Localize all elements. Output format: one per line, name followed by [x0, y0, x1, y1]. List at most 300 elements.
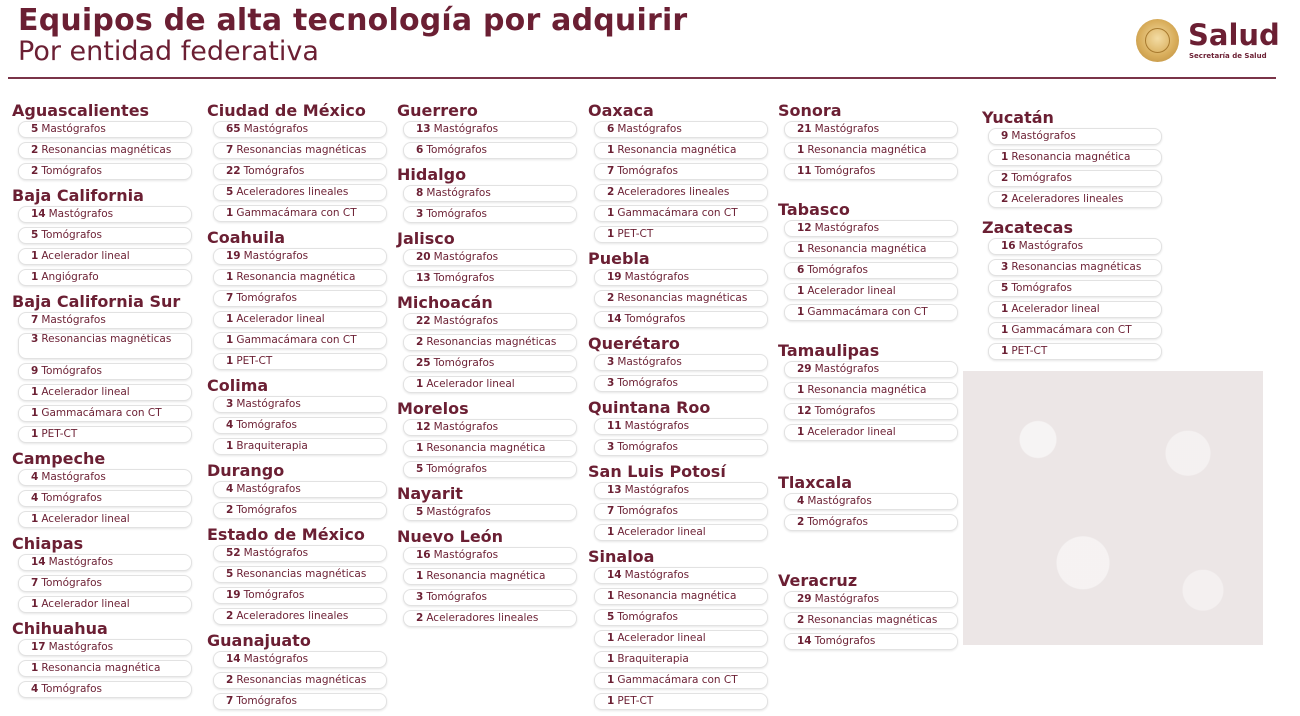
- equipment-label: Mastógrafos: [624, 484, 690, 496]
- equipment-count: 1: [226, 207, 234, 219]
- equipment-list: [588, 482, 768, 541]
- equipment-label: Acelerador lineal: [617, 632, 706, 644]
- equipment-count: 7: [31, 314, 39, 326]
- equipment-item: [988, 301, 1162, 318]
- state-block: [397, 484, 577, 521]
- equipment-label: Acelerador lineal: [426, 378, 515, 390]
- equipment-count: 1: [797, 243, 805, 255]
- equipment-count: 4: [226, 483, 234, 495]
- state-name: Tabasco: [778, 200, 850, 219]
- equipment-count: 3: [416, 208, 424, 220]
- equipment-list: [588, 269, 768, 328]
- equipment-item: [403, 547, 577, 564]
- equipment-count: 2: [226, 674, 234, 686]
- equipment-item: [988, 259, 1162, 276]
- state-block: [207, 376, 387, 455]
- equipment-list: [207, 651, 387, 710]
- equipment-count: 4: [31, 683, 39, 695]
- equipment-label: Tomógrafos: [814, 165, 876, 177]
- equipment-label: Tomógrafos: [41, 492, 103, 504]
- equipment-label: Tomógrafos: [433, 272, 495, 284]
- equipment-label: Gammacámara con CT: [236, 207, 357, 219]
- equipment-count: 6: [416, 144, 424, 156]
- equipment-label: Resonancia magnética: [807, 144, 927, 156]
- equipment-count: 2: [226, 504, 234, 516]
- state-name: Morelos: [397, 399, 469, 418]
- equipment-item: [213, 332, 387, 349]
- equipment-item: [988, 128, 1162, 145]
- equipment-count: 14: [31, 556, 46, 568]
- equipment-count: 21: [797, 123, 812, 135]
- equipment-label: Mastógrafos: [433, 421, 499, 433]
- state-name: Aguascalientes: [12, 101, 150, 120]
- equipment-list: [397, 419, 577, 478]
- equipment-item: [784, 424, 958, 441]
- equipment-count: 5: [607, 611, 615, 623]
- equipment-item: [594, 482, 768, 499]
- equipment-label: Acelerador lineal: [617, 526, 706, 538]
- equipment-item: [594, 503, 768, 520]
- equipment-count: 3: [607, 356, 615, 368]
- equipment-item: [594, 205, 768, 222]
- state-name: Tamaulipas: [778, 341, 880, 360]
- state-block: [778, 200, 958, 321]
- header: [18, 4, 687, 67]
- equipment-count: 14: [797, 635, 812, 647]
- equipment-label: Tomógrafos: [1011, 282, 1073, 294]
- equipment-count: 7: [607, 505, 615, 517]
- equipment-item: [213, 248, 387, 265]
- equipment-count: 19: [226, 589, 241, 601]
- equipment-count: 1: [226, 334, 234, 346]
- equipment-label: Tomógrafos: [426, 591, 488, 603]
- state-name: Sinaloa: [588, 547, 655, 566]
- equipment-count: 4: [797, 495, 805, 507]
- equipment-label: Braquiterapia: [236, 440, 308, 452]
- equipment-list: [778, 493, 958, 531]
- equipment-label: Tomógrafos: [426, 144, 488, 156]
- equipment-count: 5: [416, 463, 424, 475]
- equipment-item: [213, 290, 387, 307]
- equipment-list: [397, 504, 577, 521]
- equipment-item: [213, 353, 387, 370]
- state-name: Michoacán: [397, 293, 493, 312]
- equipment-count: 22: [416, 315, 431, 327]
- equipment-count: 2: [797, 614, 805, 626]
- equipment-list: [397, 121, 577, 159]
- equipment-label: Mastógrafos: [1011, 130, 1076, 142]
- state-block: [207, 525, 387, 625]
- equipment-item: [988, 322, 1162, 339]
- equipment-label: Acelerador lineal: [41, 598, 130, 610]
- equipment-label: Mastógrafos: [814, 222, 880, 234]
- equipment-item: [18, 660, 192, 677]
- equipment-label: Mastógrafos: [41, 123, 106, 135]
- equipment-label: Tomógrafos: [617, 377, 679, 389]
- equipment-list: [778, 591, 958, 650]
- equipment-item: [213, 438, 387, 455]
- equipment-label: Mastógrafos: [426, 506, 491, 518]
- column-2: [207, 101, 387, 716]
- equipment-label: Aceleradores lineales: [1011, 193, 1124, 205]
- equipment-count: 1: [31, 271, 39, 283]
- equipment-item: [594, 163, 768, 180]
- equipment-label: PET-CT: [617, 228, 654, 240]
- equipment-list: [12, 121, 192, 180]
- equipment-item: [784, 283, 958, 300]
- state-name: Puebla: [588, 249, 650, 268]
- equipment-label: Gammacámara con CT: [236, 334, 357, 346]
- equipment-label: Acelerador lineal: [1011, 303, 1100, 315]
- equipment-item: [988, 170, 1162, 187]
- equipment-count: 1: [607, 653, 615, 665]
- equipment-item: [213, 481, 387, 498]
- equipment-count: 11: [797, 165, 812, 177]
- equipment-label: Tomógrafos: [243, 165, 305, 177]
- equipment-list: [588, 354, 768, 392]
- equipment-list: [12, 469, 192, 528]
- equipment-count: 1: [797, 285, 805, 297]
- equipment-label: Aceleradores lineales: [426, 612, 539, 624]
- equipment-item: [18, 121, 192, 138]
- equipment-list: [588, 567, 768, 710]
- equipment-label: Resonancia magnética: [41, 662, 161, 674]
- equipment-count: 1: [607, 228, 615, 240]
- equipment-count: 12: [797, 222, 812, 234]
- equipment-label: Tomógrafos: [236, 695, 298, 707]
- equipment-label: Tomógrafos: [426, 208, 488, 220]
- equipment-count: 1: [1001, 151, 1009, 163]
- equipment-count: 1: [797, 384, 805, 396]
- equipment-item: [594, 693, 768, 710]
- equipment-list: [12, 312, 192, 443]
- equipment-label: Tomógrafos: [1011, 172, 1073, 184]
- equipment-count: 2: [1001, 172, 1009, 184]
- equipment-count: 2: [416, 336, 424, 348]
- equipment-count: 13: [607, 484, 622, 496]
- equipment-count: 1: [31, 598, 39, 610]
- equipment-label: Mastógrafos: [243, 250, 309, 262]
- equipment-list: [778, 220, 958, 321]
- equipment-item: [594, 121, 768, 138]
- state-name: Hidalgo: [397, 165, 467, 184]
- state-block: [12, 619, 192, 698]
- equipment-item: [594, 672, 768, 689]
- equipment-list: [588, 121, 768, 243]
- state-name: Nayarit: [397, 484, 463, 503]
- state-block: [397, 293, 577, 393]
- equipment-item: [403, 461, 577, 478]
- column-5: [778, 101, 958, 656]
- equipment-label: Acelerador lineal: [41, 513, 130, 525]
- header-divider: [8, 77, 1276, 79]
- state-block: [588, 398, 768, 456]
- equipment-label: Tomógrafos: [433, 357, 495, 369]
- equipment-item: [594, 609, 768, 626]
- state-name: Jalisco: [397, 229, 455, 248]
- equipment-item: [403, 270, 577, 287]
- equipment-label: Tomógrafos: [426, 463, 488, 475]
- state-name: Sonora: [778, 101, 842, 120]
- equipment-item: [18, 163, 192, 180]
- equipment-item: [403, 589, 577, 606]
- equipment-list: [397, 547, 577, 627]
- equipment-label: PET-CT: [1011, 345, 1048, 357]
- column-6: [982, 108, 1162, 366]
- equipment-label: Resonancia magnética: [426, 442, 546, 454]
- equipment-item: [403, 249, 577, 266]
- equipment-label: Resonancias magnéticas: [236, 674, 367, 686]
- equipment-count: 5: [31, 229, 39, 241]
- equipment-item: [403, 121, 577, 138]
- state-name: Veracruz: [778, 571, 858, 590]
- equipment-item: [594, 630, 768, 647]
- equipment-list: [207, 121, 387, 222]
- equipment-item: [403, 206, 577, 223]
- equipment-count: 13: [416, 123, 431, 135]
- equipment-label: Mastógrafos: [624, 420, 690, 432]
- equipment-label: Resonancia magnética: [236, 271, 356, 283]
- equipment-count: 2: [797, 516, 805, 528]
- salud-logo: [1136, 18, 1280, 64]
- equipment-item: [213, 184, 387, 201]
- equipment-count: 12: [416, 421, 431, 433]
- decorative-pattern: [963, 371, 1263, 645]
- equipment-label: Braquiterapia: [617, 653, 689, 665]
- equipment-list: [982, 128, 1162, 208]
- equipment-label: Tomógrafos: [236, 292, 298, 304]
- page-title: Equipos de alta tecnología por adquirir: [18, 3, 688, 38]
- equipment-list: [12, 554, 192, 613]
- equipment-item: [784, 142, 958, 159]
- equipment-item: [784, 361, 958, 378]
- equipment-item: [403, 440, 577, 457]
- equipment-item: [213, 651, 387, 668]
- state-block: [207, 631, 387, 710]
- equipment-count: 4: [31, 471, 39, 483]
- equipment-label: Gammacámara con CT: [617, 674, 738, 686]
- equipment-item: [403, 313, 577, 330]
- state-name: Yucatán: [982, 108, 1054, 127]
- state-name: Durango: [207, 461, 285, 480]
- column-4: [588, 101, 768, 716]
- equipment-item: [18, 490, 192, 507]
- equipment-item: [784, 220, 958, 237]
- state-block: [778, 473, 958, 531]
- equipment-list: [397, 249, 577, 287]
- equipment-label: PET-CT: [617, 695, 654, 707]
- equipment-label: Tomógrafos: [41, 165, 103, 177]
- state-block: [588, 462, 768, 541]
- equipment-item: [18, 681, 192, 698]
- state-block: [778, 341, 958, 441]
- equipment-item: [594, 311, 768, 328]
- equipment-count: 9: [31, 365, 39, 377]
- equipment-count: 1: [607, 590, 615, 602]
- equipment-label: Acelerador lineal: [236, 313, 325, 325]
- equipment-count: 7: [226, 292, 234, 304]
- equipment-count: 14: [31, 208, 46, 220]
- equipment-count: 17: [31, 641, 46, 653]
- equipment-label: Resonancia magnética: [617, 590, 737, 602]
- state-block: [207, 101, 387, 222]
- equipment-label: Tomógrafos: [617, 165, 679, 177]
- equipment-label: Resonancias magnéticas: [1011, 261, 1142, 273]
- equipment-label: Resonancia magnética: [426, 570, 546, 582]
- equipment-count: 52: [226, 547, 241, 559]
- equipment-label: Mastógrafos: [433, 123, 499, 135]
- equipment-item: [784, 612, 958, 629]
- equipment-label: Mastógrafos: [617, 123, 682, 135]
- state-block: [982, 108, 1162, 208]
- equipment-label: Tomógrafos: [41, 683, 103, 695]
- equipment-count: 5: [226, 186, 234, 198]
- equipment-item: [213, 545, 387, 562]
- equipment-item: [784, 403, 958, 420]
- equipment-count: 7: [31, 577, 39, 589]
- state-name: Guerrero: [397, 101, 478, 120]
- equipment-count: 3: [607, 377, 615, 389]
- equipment-list: [12, 206, 192, 286]
- state-name: Nuevo León: [397, 527, 504, 546]
- equipment-item: [18, 206, 192, 223]
- state-name: Campeche: [12, 449, 106, 468]
- equipment-item: [213, 502, 387, 519]
- state-name: Chihuahua: [12, 619, 108, 638]
- state-block: [397, 101, 577, 159]
- equipment-label: Acelerador lineal: [41, 250, 130, 262]
- equipment-count: 4: [226, 419, 234, 431]
- equipment-label: Tomógrafos: [617, 441, 679, 453]
- equipment-label: Tomógrafos: [617, 611, 679, 623]
- column-1: [12, 101, 192, 704]
- column-3: [397, 101, 577, 633]
- equipment-item: [18, 227, 192, 244]
- equipment-count: 12: [797, 405, 812, 417]
- equipment-count: 16: [416, 549, 431, 561]
- equipment-item: [213, 608, 387, 625]
- equipment-item: [213, 269, 387, 286]
- equipment-item: [18, 554, 192, 571]
- equipment-count: 2: [226, 610, 234, 622]
- equipment-count: 1: [607, 674, 615, 686]
- equipment-item: [403, 355, 577, 372]
- equipment-label: Mastógrafos: [426, 187, 491, 199]
- equipment-item: [594, 567, 768, 584]
- state-block: [778, 571, 958, 650]
- equipment-count: 3: [226, 398, 234, 410]
- equipment-label: Acelerador lineal: [807, 285, 896, 297]
- equipment-count: 6: [797, 264, 805, 276]
- equipment-item: [784, 121, 958, 138]
- equipment-count: 1: [1001, 345, 1009, 357]
- equipment-count: 5: [1001, 282, 1009, 294]
- equipment-count: 14: [226, 653, 241, 665]
- equipment-count: 6: [607, 123, 615, 135]
- equipment-label: Gammacámara con CT: [617, 207, 738, 219]
- equipment-label: Resonancia magnética: [807, 243, 927, 255]
- state-name: Tlaxcala: [778, 473, 853, 492]
- equipment-label: Mastógrafos: [236, 398, 301, 410]
- equipment-item: [594, 588, 768, 605]
- equipment-item: [18, 142, 192, 159]
- equipment-item: [784, 262, 958, 279]
- equipment-item: [784, 493, 958, 510]
- equipment-item: [594, 269, 768, 286]
- equipment-count: 1: [797, 306, 805, 318]
- state-block: [207, 461, 387, 519]
- equipment-label: Resonancias magnéticas: [236, 144, 367, 156]
- state-block: [397, 165, 577, 223]
- equipment-label: Tomógrafos: [624, 313, 686, 325]
- equipment-item: [594, 418, 768, 435]
- equipment-label: Resonancia magnética: [807, 384, 927, 396]
- equipment-label: Gammacámara con CT: [807, 306, 928, 318]
- state-name: Guanajuato: [207, 631, 311, 650]
- equipment-item: [403, 142, 577, 159]
- equipment-label: Tomógrafos: [814, 635, 876, 647]
- equipment-label: Mastógrafos: [236, 483, 301, 495]
- equipment-label: Mastógrafos: [1018, 240, 1084, 252]
- equipment-item: [594, 226, 768, 243]
- equipment-count: 1: [226, 440, 234, 452]
- equipment-label: Tomógrafos: [41, 577, 103, 589]
- equipment-label: Angiógrafo: [41, 271, 99, 283]
- equipment-item: [213, 121, 387, 138]
- equipment-item: [213, 396, 387, 413]
- equipment-count: 7: [226, 695, 234, 707]
- equipment-item: [213, 693, 387, 710]
- equipment-item: [403, 334, 577, 351]
- equipment-count: 2: [31, 165, 39, 177]
- equipment-label: Resonancias magnéticas: [426, 336, 557, 348]
- equipment-label: Mastógrafos: [624, 569, 690, 581]
- equipment-label: Mastógrafos: [243, 123, 309, 135]
- equipment-label: Mastógrafos: [433, 315, 499, 327]
- equipment-item: [18, 426, 192, 443]
- equipment-item: [18, 511, 192, 528]
- equipment-item: [594, 524, 768, 541]
- equipment-label: Tomógrafos: [807, 264, 869, 276]
- equipment-item: [18, 405, 192, 422]
- equipment-label: Mastógrafos: [48, 208, 114, 220]
- state-block: [12, 534, 192, 613]
- equipment-label: Aceleradores lineales: [236, 610, 349, 622]
- equipment-count: 2: [416, 612, 424, 624]
- equipment-item: [213, 205, 387, 222]
- state-name: Coahuila: [207, 228, 286, 247]
- equipment-item: [988, 238, 1162, 255]
- state-name: Quintana Roo: [588, 398, 711, 417]
- state-block: [588, 547, 768, 710]
- equipment-count: 8: [416, 187, 424, 199]
- equipment-item: [213, 163, 387, 180]
- equipment-count: 22: [226, 165, 241, 177]
- equipment-count: 1: [416, 442, 424, 454]
- equipment-item: [403, 504, 577, 521]
- equipment-count: 65: [226, 123, 241, 135]
- state-block: [778, 101, 958, 180]
- state-name: Chiapas: [12, 534, 84, 553]
- state-block: [12, 186, 192, 286]
- equipment-item: [403, 185, 577, 202]
- equipment-label: PET-CT: [41, 428, 78, 440]
- state-name: Baja California Sur: [12, 292, 181, 311]
- equipment-list: [778, 361, 958, 441]
- equipment-count: 11: [607, 420, 622, 432]
- equipment-label: Tomógrafos: [236, 419, 298, 431]
- equipment-label: Gammacámara con CT: [41, 407, 162, 419]
